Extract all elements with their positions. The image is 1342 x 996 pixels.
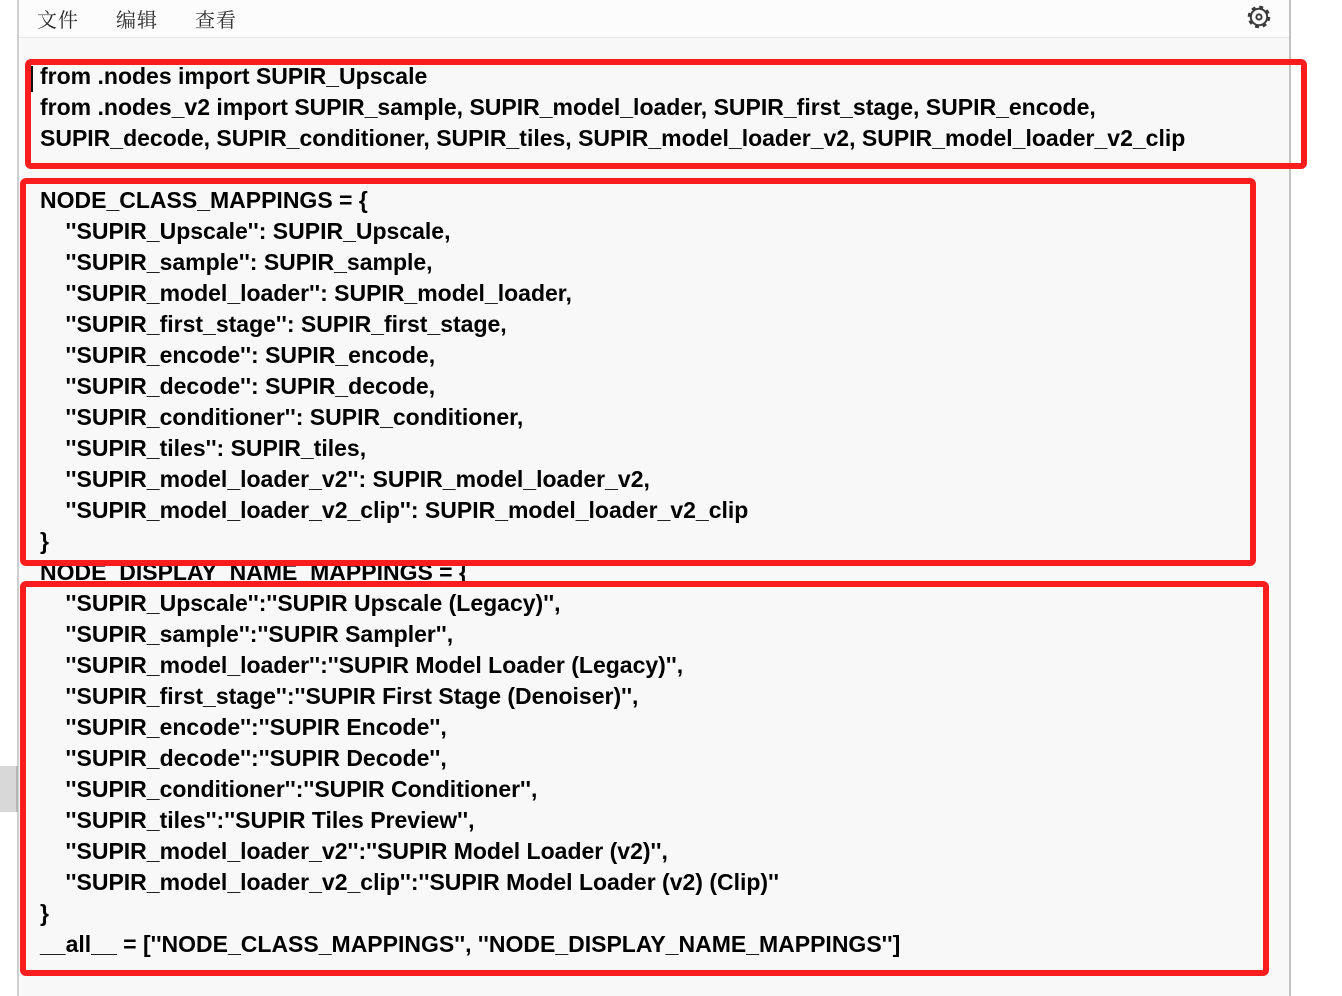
code-line: ''SUPIR_encode'': SUPIR_encode, <box>40 342 436 368</box>
code-line: ''SUPIR_decode'': SUPIR_decode, <box>40 373 436 399</box>
code-line: __all__ = [''NODE_CLASS_MAPPINGS'', ''NODE_DISPLAY_NAME_MAPPINGS''] <box>40 931 901 957</box>
menu-file[interactable]: 文件 <box>37 10 79 32</box>
menu-edit[interactable]: 编辑 <box>116 10 158 32</box>
code-line: } <box>40 900 49 926</box>
code-line: ''SUPIR_model_loader_v2'':''SUPIR Model Loader (v2)'', <box>40 838 668 864</box>
code-line: ''SUPIR_model_loader'': SUPIR_model_loader, <box>40 280 572 306</box>
code-line: ''SUPIR_encode'':''SUPIR Encode'', <box>40 714 447 740</box>
code-line <box>40 154 1300 185</box>
code-line: NODE_DISPLAY_NAME_MAPPINGS = { <box>40 559 468 585</box>
gear-icon <box>1246 4 1272 30</box>
code-line: ''SUPIR_tiles'':''SUPIR Tiles Preview'', <box>40 807 475 833</box>
code-line: from .nodes import SUPIR_Upscale <box>40 63 428 89</box>
code-line: ''SUPIR_tiles'': SUPIR_tiles, <box>40 435 367 461</box>
code-line: from .nodes_v2 import SUPIR_sample, SUPIR_model_loader, SUPIR_first_stage, SUPIR_encode, <box>40 94 1096 120</box>
code-line: } <box>40 528 49 554</box>
code-line: ''SUPIR_model_loader_v2_clip'':''SUPIR Model Loader (v2) (Clip)'' <box>40 869 780 895</box>
code-line: ''SUPIR_sample'': SUPIR_sample, <box>40 249 433 275</box>
code-line: ''SUPIR_conditioner'': SUPIR_conditioner, <box>40 404 524 430</box>
code-line: ''SUPIR_model_loader_v2_clip'': SUPIR_model_loader_v2_clip <box>40 497 749 523</box>
code-line: ''SUPIR_sample'':''SUPIR Sampler'', <box>40 621 454 647</box>
code-line: NODE_CLASS_MAPPINGS = { <box>40 187 368 213</box>
text-caret <box>31 66 33 92</box>
code-line: ''SUPIR_first_stage'': SUPIR_first_stage, <box>40 311 507 337</box>
left-edge-scroll-tab[interactable] <box>0 766 16 812</box>
menu-bar <box>19 0 1289 38</box>
code-line: ''SUPIR_decode'':''SUPIR Decode'', <box>40 745 447 771</box>
code-line: ''SUPIR_model_loader_v2'': SUPIR_model_loader_v2, <box>40 466 650 492</box>
code-text[interactable] <box>40 61 1300 960</box>
menu-view[interactable]: 查看 <box>195 10 237 32</box>
code-line: ''SUPIR_Upscale'':''SUPIR Upscale (Legacy)'', <box>40 590 561 616</box>
code-line: ''SUPIR_Upscale'': SUPIR_Upscale, <box>40 218 451 244</box>
settings-button[interactable] <box>1245 3 1273 31</box>
code-line: ''SUPIR_conditioner'':''SUPIR Conditioner'', <box>40 776 538 802</box>
code-line: ''SUPIR_first_stage'':''SUPIR First Stage (Denoiser)'', <box>40 683 639 709</box>
code-line: SUPIR_decode, SUPIR_conditioner, SUPIR_tiles, SUPIR_model_loader_v2, SUPIR_model_loader_v2_clip <box>40 125 1186 151</box>
code-line: ''SUPIR_model_loader'':''SUPIR Model Loader (Legacy)'', <box>40 652 684 678</box>
